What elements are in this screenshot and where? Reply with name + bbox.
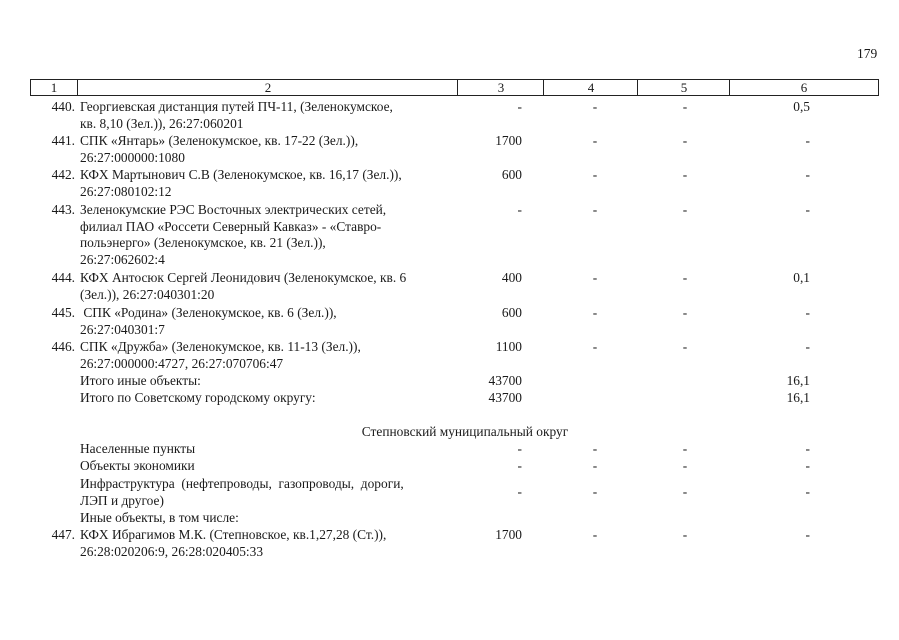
cell-col-3: 400	[501, 270, 522, 285]
cell-col-5: -	[682, 202, 688, 217]
row-number: 441.	[51, 133, 75, 148]
header-col-5: 5	[637, 80, 730, 95]
row-line: кв. 8,10 (Зел.)), 26:27:060201	[80, 115, 244, 131]
cell-col-6: 16,1	[786, 373, 810, 388]
cell-col-6: -	[805, 527, 810, 542]
cell-col-6: -	[805, 441, 810, 456]
header-col-6: 6	[729, 80, 878, 95]
cell-col-3: -	[517, 99, 522, 114]
row-line: 26:27:000000:1080	[80, 149, 185, 165]
row-description	[80, 202, 450, 268]
cell-col-6: 0,5	[793, 99, 810, 114]
row-line: (Зел.)), 26:27:040301:20	[80, 286, 215, 302]
table-header	[30, 79, 879, 96]
cell-col-5: -	[682, 305, 688, 320]
cell-col-4: -	[592, 202, 598, 217]
row-description	[80, 305, 450, 338]
row-line: 26:28:020206:9, 26:28:020405:33	[80, 543, 264, 559]
section-row-label: Населенные пункты	[80, 441, 196, 456]
cell-col-4: -	[592, 458, 598, 473]
cell-col-5: -	[682, 527, 688, 542]
cell-col-5: -	[682, 133, 688, 148]
row-line: 26:27:040301:7	[80, 321, 165, 337]
header-col-3: 3	[457, 80, 544, 95]
cell-col-3: -	[517, 202, 522, 217]
cell-col-4: -	[592, 484, 598, 499]
cell-col-5: -	[682, 339, 688, 354]
cell-col-3: -	[517, 441, 522, 456]
section-row-label: Объекты экономики	[80, 458, 195, 473]
total-label: Итого иные объекты:	[80, 373, 201, 388]
cell-col-6: -	[805, 305, 810, 320]
cell-col-5: -	[682, 458, 688, 473]
cell-col-4: -	[592, 527, 598, 542]
cell-col-3: -	[517, 484, 522, 499]
cell-col-4: -	[592, 270, 598, 285]
cell-col-5: -	[682, 441, 688, 456]
cell-col-3: 1700	[495, 133, 522, 148]
cell-col-6: 16,1	[786, 390, 810, 405]
cell-col-5: -	[682, 270, 688, 285]
row-line: 26:27:062602:4	[80, 251, 165, 267]
header-col-1: 1	[50, 80, 58, 95]
cell-col-4: -	[592, 441, 598, 456]
row-number: 446.	[51, 339, 75, 354]
section-row-label	[80, 476, 450, 509]
row-number: 440.	[51, 99, 75, 114]
cell-col-3: 1700	[495, 527, 522, 542]
cell-col-6: -	[805, 133, 810, 148]
cell-col-5: -	[682, 99, 688, 114]
header-col-4: 4	[543, 80, 638, 95]
cell-col-4: -	[592, 167, 598, 182]
header-col-2: 2	[77, 80, 458, 95]
cell-col-6: 0,1	[793, 270, 810, 285]
row-line: 26:27:000000:4727, 26:27:070706:47	[80, 355, 284, 371]
row-line: польэнерго» (Зеленокумское, кв. 21 (Зел.)),	[80, 235, 326, 250]
row-number: 442.	[51, 167, 75, 182]
cell-col-3: 1100	[495, 339, 522, 354]
cell-col-3: -	[517, 458, 522, 473]
row-number: 445.	[51, 305, 75, 320]
row-line: Зеленокумские РЭС Восточных электрических сетей,	[80, 202, 387, 217]
cell-col-6: -	[805, 167, 810, 182]
cell-col-3: 600	[501, 305, 522, 320]
cell-col-3: 43700	[488, 390, 522, 405]
cell-col-6: -	[805, 202, 810, 217]
row-description	[80, 167, 450, 200]
row-line: ЛЭП и другое)	[80, 492, 164, 508]
cell-col-3: 600	[501, 167, 522, 182]
row-description	[80, 270, 450, 303]
cell-col-4: -	[592, 305, 598, 320]
row-number: 443.	[51, 202, 75, 217]
row-description	[80, 133, 450, 166]
row-line: Георгиевская дистанция путей ПЧ-11, (Зеленокумское,	[80, 99, 393, 114]
row-line: 26:27:080102:12	[80, 183, 172, 199]
section-row-label: Иные объекты, в том числе:	[80, 510, 239, 525]
total-label: Итого по Советскому городскому округу:	[80, 390, 316, 405]
section-title: Степновский муниципальный округ	[361, 424, 569, 439]
row-line: КФХ Ибрагимов М.К. (Степновское, кв.1,27,28 (Ст.)),	[80, 527, 387, 542]
cell-col-6: -	[805, 339, 810, 354]
cell-col-5: -	[682, 484, 688, 499]
row-line: Инфраструктура (нефтепроводы, газопроводы, дороги,	[80, 476, 404, 491]
row-line: СПК «Янтарь» (Зеленокумское, кв. 17-22 (Зел.)),	[80, 133, 359, 148]
row-number: 444.	[51, 270, 75, 285]
cell-col-5: -	[682, 167, 688, 182]
cell-col-4: -	[592, 133, 598, 148]
cell-col-4: -	[592, 339, 598, 354]
cell-col-4: -	[592, 99, 598, 114]
cell-col-6: -	[805, 458, 810, 473]
row-description	[80, 527, 450, 560]
row-line: КФХ Мартынович С.В (Зеленокумское, кв. 16,17 (Зел.)),	[80, 167, 402, 182]
row-line: КФХ Антосюк Сергей Леонидович (Зеленокумское, кв. 6	[80, 270, 407, 285]
cell-col-3: 43700	[488, 373, 522, 388]
row-line: филиал ПАО «Россети Северный Кавказ» - «Ставро-	[80, 218, 382, 234]
cell-col-6: -	[805, 484, 810, 499]
row-number: 447.	[51, 527, 75, 542]
row-line: СПК «Дружба» (Зеленокумское, кв. 11-13 (Зел.)),	[80, 339, 361, 354]
page-number: 179	[857, 46, 878, 61]
row-description	[80, 99, 450, 132]
row-description	[80, 339, 450, 372]
row-line: СПК «Родина» (Зеленокумское, кв. 6 (Зел.)),	[80, 305, 337, 320]
